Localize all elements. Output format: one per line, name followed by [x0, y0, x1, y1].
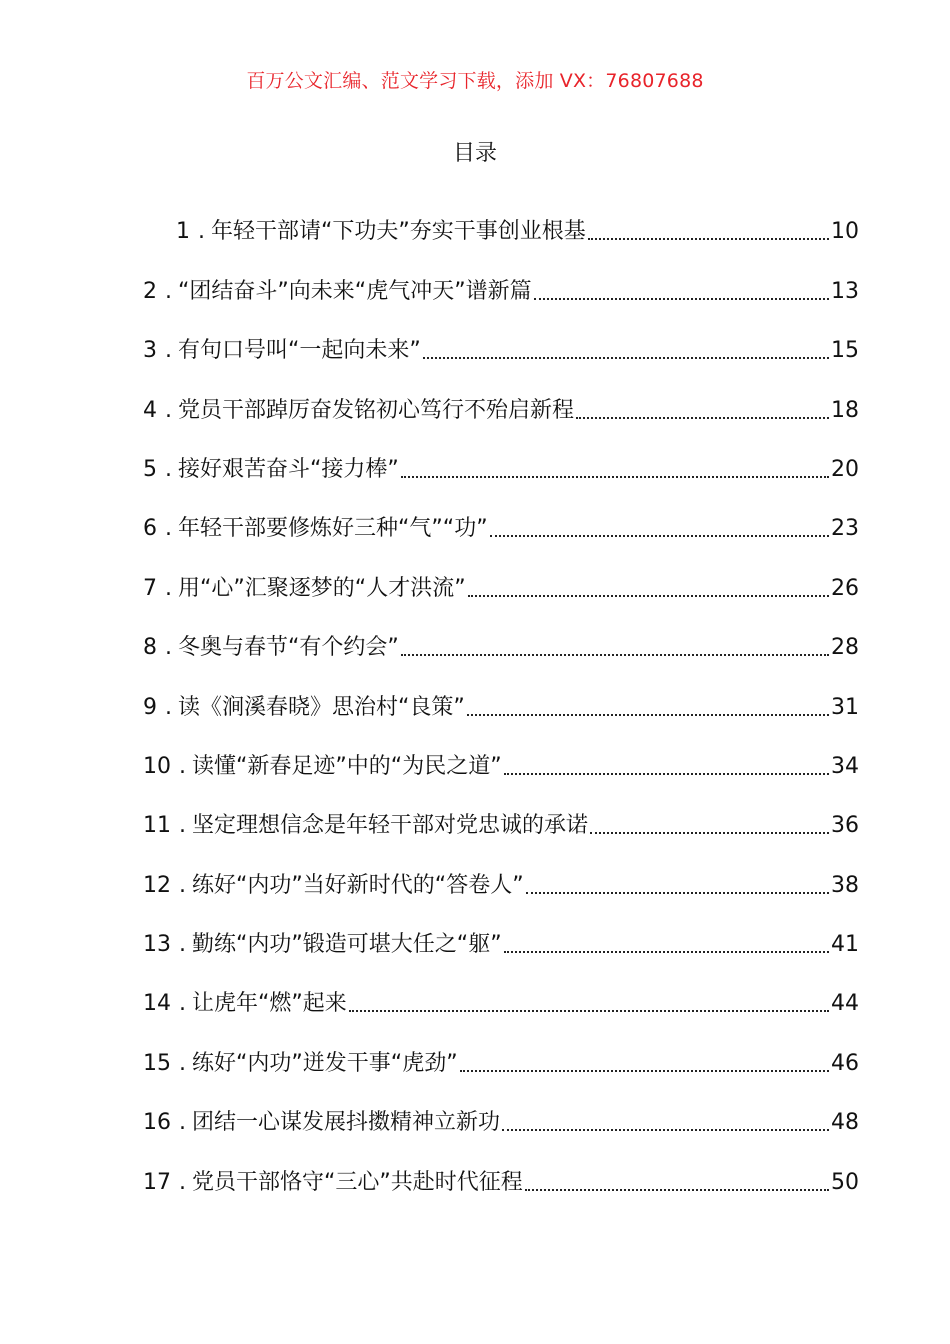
- toc-entry-page: 31: [831, 694, 859, 720]
- toc-entry-page: 44: [831, 991, 859, 1017]
- toc-dot-leader: [460, 1069, 829, 1072]
- toc-entry-number: 13: [143, 932, 171, 958]
- toc-entry-number: 5: [143, 456, 157, 482]
- toc-entry-title: 勤练“内功”锻造可堪大任之“躯”: [192, 932, 502, 958]
- toc-entry[interactable]: 3 . 有句口号叫“一起向未来” 15: [143, 310, 859, 369]
- toc-entry[interactable]: 12 . 练好“内功”当好新时代的“答卷人” 38: [143, 844, 859, 903]
- toc-entry-title: 接好艰苦奋斗“接力棒”: [178, 456, 399, 482]
- toc-dot-leader: [534, 297, 829, 300]
- toc-entry-title: 有句口号叫“一起向未来”: [178, 338, 421, 364]
- toc-entry-title: 冬奥与春节“有个约会”: [178, 635, 399, 661]
- toc-entry-title: 党员干部踔厉奋发铭初心笃行不殆启新程: [178, 397, 575, 423]
- toc-entry-number: 7: [143, 575, 157, 601]
- toc-entry-number: 10: [143, 753, 171, 779]
- toc-entry-page: 41: [831, 932, 859, 958]
- toc-entry-number: 2: [143, 278, 157, 304]
- toc-entry-page: 13: [831, 278, 859, 304]
- toc-entry-title: 团结一心谋发展抖擞精神立新功: [192, 1110, 501, 1136]
- toc-entry-title: 练好“内功”当好新时代的“答卷人”: [192, 872, 524, 898]
- toc-entry-number: 17: [143, 1169, 171, 1195]
- toc-entry-page: 15: [831, 338, 859, 364]
- toc-entry-title: 让虎年“燃”起来: [192, 991, 347, 1017]
- toc-title: 目录: [452, 141, 497, 166]
- toc-dot-leader: [504, 950, 829, 953]
- header-banner: 百万公文汇编、范文学习下载，添加 VX：76807688: [246, 70, 704, 92]
- toc-entry[interactable]: 2 . “团结奋斗”向未来“虎气冲天”谱新篇 13: [143, 250, 859, 309]
- toc-entry-number: 9: [143, 694, 157, 720]
- toc-dot-leader: [401, 475, 829, 478]
- toc-entry[interactable]: 7 . 用“心”汇聚逐梦的“人才洪流” 26: [143, 547, 859, 606]
- toc-entry[interactable]: 1 . 年轻干部请“下功夫”夯实干事创业根基 10: [143, 191, 859, 250]
- toc-entry-page: 46: [831, 1050, 859, 1076]
- toc-dot-leader: [588, 237, 829, 240]
- toc-entry[interactable]: 16 . 团结一心谋发展抖擞精神立新功 48: [143, 1082, 859, 1141]
- toc-entry-number: 4: [143, 397, 157, 423]
- toc-entry-page: 48: [831, 1110, 859, 1136]
- toc-entry-page: 34: [831, 753, 859, 779]
- toc-entry-number: 11: [143, 813, 171, 839]
- toc-entry[interactable]: 17 . 党员干部恪守“三心”共赴时代征程 50: [143, 1141, 859, 1200]
- toc-entry-page: 50: [831, 1169, 859, 1195]
- toc-entry[interactable]: 6 . 年轻干部要修炼好三种“气”“功” 23: [143, 488, 859, 547]
- toc-entry-number: 3: [143, 338, 157, 364]
- toc-entry-number: 8: [143, 635, 157, 661]
- toc-entry[interactable]: 4 . 党员干部踔厉奋发铭初心笃行不殆启新程 18: [143, 369, 859, 428]
- toc-entry-title: 坚定理想信念是年轻干部对党忠诚的承诺: [192, 813, 589, 839]
- toc-entry[interactable]: 14 . 让虎年“燃”起来 44: [143, 963, 859, 1022]
- toc-entry-page: 20: [831, 456, 859, 482]
- toc-dot-leader: [490, 534, 829, 537]
- toc-entry[interactable]: 9 . 读《涧溪春晓》思治村“良策” 31: [143, 666, 859, 725]
- toc-entry-title: 练好“内功”迸发干事“虎劲”: [192, 1050, 458, 1076]
- toc-entry-title: 读懂“新春足迹”中的“为民之道”: [192, 753, 502, 779]
- toc-dot-leader: [467, 713, 829, 716]
- toc-entry-number: 14: [143, 991, 171, 1017]
- toc-entry-title: 读《涧溪春晓》思治村“良策”: [178, 694, 465, 720]
- toc-entry[interactable]: 13 . 勤练“内功”锻造可堪大任之“躯” 41: [143, 904, 859, 963]
- toc-entry-number: 6: [143, 516, 157, 542]
- toc-dot-leader: [576, 416, 829, 419]
- toc-entry-page: 28: [831, 635, 859, 661]
- toc-dot-leader: [526, 891, 829, 894]
- toc-dot-leader: [401, 653, 829, 656]
- toc-entry-number: 12: [143, 872, 171, 898]
- toc-entry[interactable]: 5 . 接好艰苦奋斗“接力棒” 20: [143, 429, 859, 488]
- toc-dot-leader: [504, 772, 829, 775]
- toc-entry-title: 用“心”汇聚逐梦的“人才洪流”: [178, 575, 466, 601]
- toc-entry[interactable]: 10 . 读懂“新春足迹”中的“为民之道” 34: [143, 726, 859, 785]
- toc-dot-leader: [590, 831, 829, 834]
- toc-entry-number: 16: [143, 1110, 171, 1136]
- toc-dot-leader: [349, 1009, 829, 1012]
- toc-entry-page: 36: [831, 813, 859, 839]
- toc-entry[interactable]: 8 . 冬奥与春节“有个约会” 28: [143, 607, 859, 666]
- toc-entry-page: 18: [831, 397, 859, 423]
- toc-dot-leader: [423, 356, 829, 359]
- toc-dot-leader: [468, 594, 829, 597]
- toc-entry-page: 38: [831, 872, 859, 898]
- toc-entry[interactable]: 15 . 练好“内功”迸发干事“虎劲” 46: [143, 1022, 859, 1081]
- toc-dot-leader: [525, 1188, 829, 1191]
- toc-entry-page: 26: [831, 575, 859, 601]
- toc-entry-number: 15: [143, 1050, 171, 1076]
- toc-entry-title: 年轻干部请“下功夫”夯实干事创业根基: [211, 219, 586, 245]
- toc-entry-page: 10: [831, 219, 859, 245]
- toc-dot-leader: [502, 1128, 829, 1131]
- toc-entry-number: 1: [176, 219, 190, 245]
- toc-list: [143, 191, 859, 1201]
- toc-entry-title: 年轻干部要修炼好三种“气”“功”: [178, 516, 488, 542]
- toc-entry-title: “团结奋斗”向未来“虎气冲天”谱新篇: [178, 278, 532, 304]
- toc-entry-title: 党员干部恪守“三心”共赴时代征程: [192, 1169, 523, 1195]
- toc-entry[interactable]: 11 . 坚定理想信念是年轻干部对党忠诚的承诺 36: [143, 785, 859, 844]
- toc-entry-page: 23: [831, 516, 859, 542]
